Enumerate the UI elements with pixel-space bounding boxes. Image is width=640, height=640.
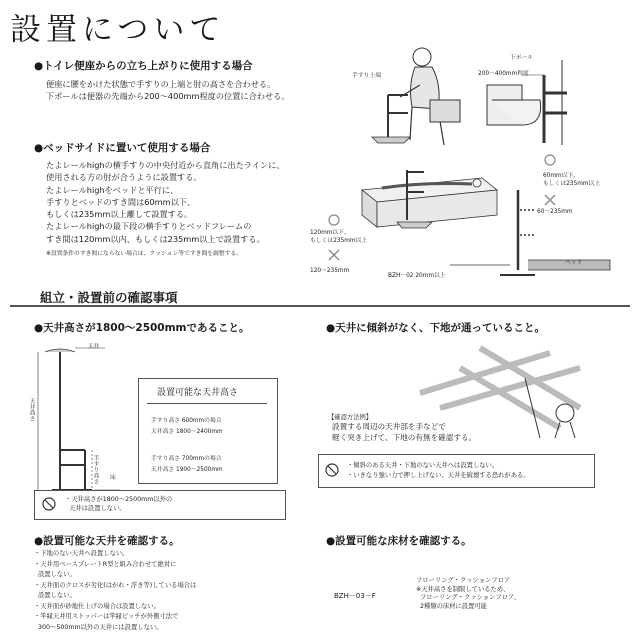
bzh02-label: BZH－02 20mm以上 [388,273,446,279]
method-text: 設置する周辺の天井部を手などで 軽く突き上げて、下地の有無を確認する。 [332,422,477,442]
method-title: 【確認方法例】 [328,414,373,421]
gap-ng-label-1: 120～235mm [310,268,350,274]
bedside-usage-text: たよレールhighの横手すりの中央付近から直角に出たラインに、 使用される方の肘が合うように設置する。 たよレールhighをベッドと平行に、 手すりとベッドのすき間は60mm以下、 もしくは235mm以上離して設置する。 たよレールhighの最下段の横手すりとベッドフレームの すき間は120mm以内、もしくは235mm以上で設置する。 [46,160,285,244]
ceiling-label: 天井 [88,344,100,350]
gap-ok-label-1: 120mm以下、 もしくは235mm以上 [310,230,368,244]
ceiling-slope-heading: ●天井に傾斜がなく、下地が通っていること。 [326,322,545,334]
rail-height-label: 手すり高さ [92,455,98,484]
bedside-note: ※設置条件のすき間にならない場合は、クッション等ですき間を調整する。 [46,251,243,257]
floor-model-label: BZH－03－F [334,592,376,600]
ceiling-warning-text: ・天井高さが1800～2500mm以外の 天井は設置しない。 [65,496,173,512]
pole-range-label: 200～400mm程度 [478,71,529,77]
floor-material-text: フローリング・クッションフロア ※天井高さを制限しているため、 フローリング・クッションフロア、 2種類の床材に設置可能 [416,577,520,610]
ceiling-height-label: 天井高さ [28,398,34,422]
ceiling-height-table [138,378,278,484]
slope-warning-box [318,454,595,488]
table-row2-b: 天井高さ 1900～2500mm [151,467,223,473]
no-entry-icon [325,463,339,477]
table-title: 設置可能な天井高さ [157,388,239,398]
section-title: 組立・設置前の確認事項 [40,290,178,305]
table-row1-a: 手すり高さ 600mmの場合 [151,418,222,424]
bed-label: ベッド [565,260,583,266]
no-entry-icon [42,497,56,511]
gap-ng-label-2: 60～235mm [537,209,573,215]
rail-top-label: 手すり上端 [352,73,381,79]
table-divider [147,403,267,404]
table-row2-a: 手すり高さ 700mmの場合 [151,456,222,462]
ceiling-check-heading: ●設置可能な天井を確認する。 [34,535,180,547]
section-divider [10,305,630,307]
bedside-usage-heading: ●ベッドサイドに置いて使用する場合 [34,142,211,154]
gap-ok-label-2: 60mm以下、 もしくは235mm以上 [543,173,601,187]
page-title: 設置について [10,12,226,48]
lower-pole-label: 下ポール [510,55,534,61]
toilet-usage-heading: ●トイレ便座からの立ち上がりに使用する場合 [34,60,253,72]
toilet-rail-illustration [360,45,475,155]
slope-warning-text: ・傾斜のある天井・下地のない天井へは設置しない。 ・いきなり強い力で押し上げない。天井を破壊する恐れがある。 [347,462,530,479]
ceiling-check-list: ・下地のない天井へ設置しない。 ・天井用ベースプレートR型と組み合わせて絶対に 設置しない。 ・天井面のクロスが劣化(はがれ・浮き等)している場合は 設置しない。 ・天井面が砂地仕上げの場合は設置しない。 ・竿縁天井用ストッパーは竿縁ピッチが外側寸法で 300～500mm以外の天井には設置しない。 [34,550,197,631]
floor-check-heading: ●設置可能な床材を確認する。 [326,535,472,547]
gap-diagram [300,150,610,280]
ceiling-warning-box [34,490,286,520]
table-row1-b: 天井高さ 1800～2400mm [151,429,223,435]
ceiling-height-heading: ●天井高さが1800～2500mmであること。 [34,322,250,334]
floor-label: 床 [110,475,116,481]
toilet-usage-text: 便座に腰をかけた状態で手すりの上端と肘の高さを合わせる。 下ポールは便器の先端から200～400mm程度の位置に合わせる。 [46,79,290,102]
